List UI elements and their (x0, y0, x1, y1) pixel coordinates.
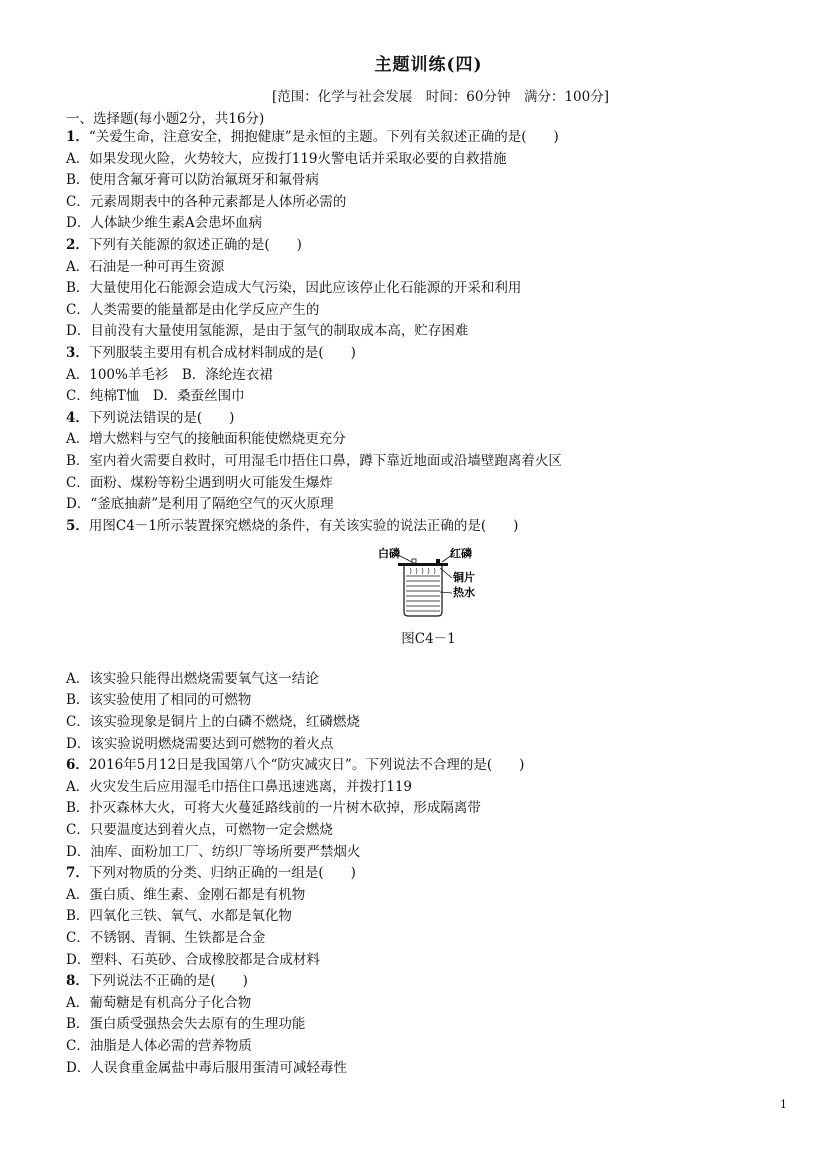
section-heading: 一、选择题(每小题2分，共16分) (66, 111, 265, 127)
question-2-option-c: C．人类需要的能量都是由化学反应产生的 (66, 302, 320, 318)
question-number: 2． (66, 237, 89, 253)
question-5-stem: 5．用图C4－1所示装置探究燃烧的条件，有关该实验的说法正确的是( ) (66, 518, 519, 534)
red-phosphorus (436, 559, 440, 563)
question-7-option-b: B．四氧化三铁、氧气、水都是氧化物 (66, 908, 292, 924)
question-1-stem: 1．“关爱生命，注意安全，拥抱健康”是永恒的主题。下列有关叙述正确的是( ) (66, 129, 559, 145)
question-7-option-d: D．塑料、石英砂、合成橡胶都是合成材料 (66, 952, 320, 968)
question-number: 8． (66, 973, 89, 989)
red-phosphorus-label: 红磷 (450, 547, 472, 560)
exam-meta: [范围：化学与社会发展 时间：60分钟 满分：100分] (272, 89, 609, 105)
experiment-apparatus-figure (376, 546, 486, 618)
question-number: 4． (66, 410, 89, 426)
question-6-option-b: B．扑灭森林大火，可将大火蔓延路线前的一片树木砍掉，形成隔离带 (66, 800, 481, 816)
question-5-option-d: D．该实验说明燃烧需要达到可燃物的着火点 (66, 736, 334, 752)
question-6-option-a: A．火灾发生后应用湿毛巾捂住口鼻迅速逃离，并拨打119 (66, 779, 413, 795)
question-5-option-b: B．该实验使用了相同的可燃物 (66, 692, 252, 708)
question-number: 7． (66, 865, 89, 881)
question-1-option-c: C．元素周期表中的各种元素都是人体所必需的 (66, 194, 347, 210)
question-4-option-a: A．增大燃料与空气的接触面积能使燃烧更充分 (66, 431, 346, 447)
copper-sheet (398, 563, 448, 566)
question-8-option-d: D．人误食重金属盐中毒后服用蛋清可减轻毒性 (66, 1060, 347, 1076)
question-6-stem: 6．2016年5月12日是我国第八个“防灾减灾日”。下列说法不合理的是( ) (66, 757, 525, 773)
page-number: 1 (780, 1098, 787, 1111)
hot-water-label: 热水 (453, 586, 475, 599)
question-number: 5． (66, 518, 89, 534)
copper-sheet-label: 铜片 (453, 571, 475, 584)
question-8-option-a: A．葡萄糖是有机高分子化合物 (66, 995, 252, 1011)
question-number: 6． (66, 757, 89, 773)
question-5-option-c: C．该实验现象是铜片上的白磷不燃烧，红磷燃烧 (66, 714, 360, 730)
question-number: 3． (66, 345, 89, 361)
question-4-stem: 4．下列说法错误的是( ) (66, 410, 235, 426)
question-4-option-b: B．室内着火需要自救时，可用湿毛巾捂住口鼻，蹲下靠近地面或沿墙壁跑离着火区 (66, 453, 562, 469)
question-3-options-ab: A．100%羊毛衫 B．涤纶连衣裙 (66, 367, 273, 383)
question-3-stem: 3．下列服装主要用有机合成材料制成的是( ) (66, 345, 356, 361)
question-4-option-c: C．面粉、煤粉等粉尘遇到明火可能发生爆炸 (66, 475, 333, 491)
question-8-option-b: B．蛋白质受强热会失去原有的生理功能 (66, 1016, 306, 1032)
white-phosphorus (412, 559, 416, 563)
question-2-option-a: A．石油是一种可再生资源 (66, 259, 225, 275)
figure-caption: 图C4－1 (401, 631, 456, 647)
question-8-stem: 8．下列说法不正确的是( ) (66, 973, 248, 989)
question-7-option-c: C．不锈钢、青铜、生铁都是合金 (66, 930, 266, 946)
steam-lines (410, 568, 435, 574)
question-1-option-a: A．如果发现火险，火势较大，应拨打119火警电话并采取必要的自救措施 (66, 151, 507, 167)
page-title: 主题训练(四) (374, 55, 483, 75)
question-2-stem: 2．下列有关能源的叙述正确的是( ) (66, 237, 302, 253)
question-1-option-b: B．使用含氟牙膏可以防治氟斑牙和氟骨病 (66, 172, 319, 188)
question-7-option-a: A．蛋白质、维生素、金刚石都是有机物 (66, 887, 306, 903)
hot-water (406, 576, 440, 611)
question-5-option-a: A．该实验只能得出燃烧需要氧气这一结论 (66, 671, 319, 687)
question-4-option-d: D．“釜底抽薪”是利用了隔绝空气的灭火原理 (66, 496, 334, 512)
question-3-options-cd: C．纯棉T恤 D．桑蚕丝围巾 (66, 388, 245, 404)
white-phosphorus-label: 白磷 (378, 547, 400, 560)
question-1-option-d: D．人体缺少维生素A会患坏血病 (66, 215, 263, 231)
question-number: 1． (66, 129, 89, 145)
question-2-option-b: B．大量使用化石能源会造成大气污染，因此应该停止化石能源的开采和利用 (66, 280, 522, 296)
question-6-option-d: D．油库、面粉加工厂、纺织厂等场所要严禁烟火 (66, 844, 361, 860)
question-8-option-c: C．油脂是人体必需的营养物质 (66, 1038, 252, 1054)
question-6-option-c: C．只要温度达到着火点，可燃物一定会燃烧 (66, 822, 333, 838)
question-7-stem: 7．下列对物质的分类、归纳正确的一组是( ) (66, 865, 356, 881)
question-2-option-d: D．目前没有大量使用氢能源，是由于氢气的制取成本高，贮存困难 (66, 323, 469, 339)
